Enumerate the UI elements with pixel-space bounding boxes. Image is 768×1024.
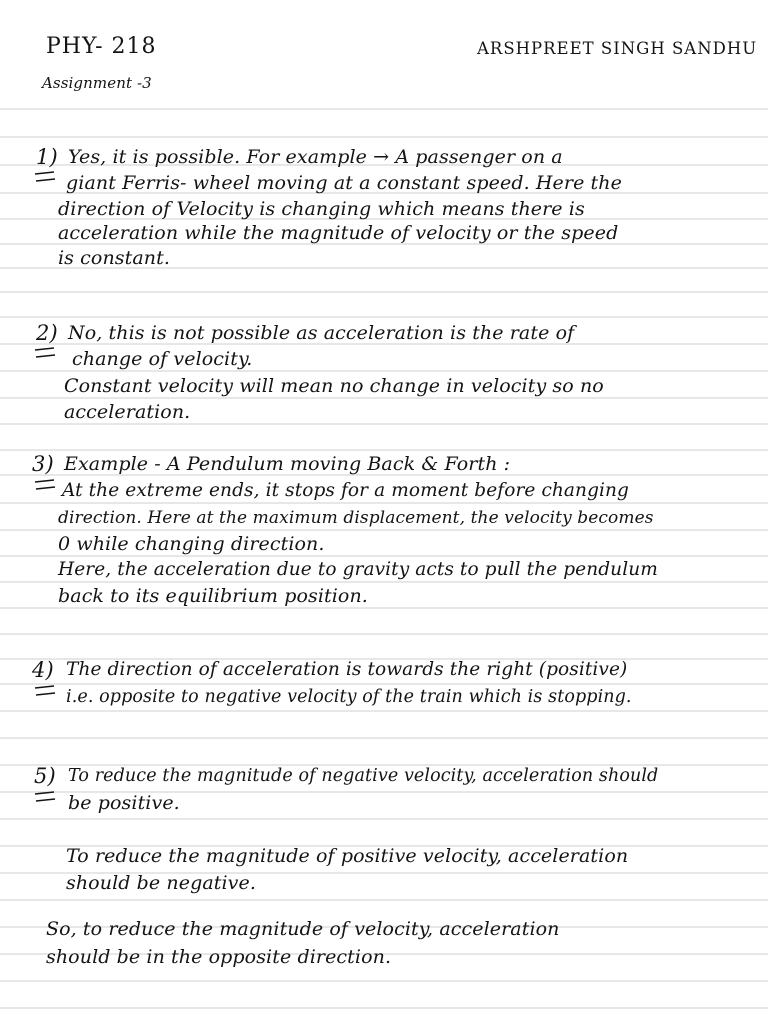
answer-1-line-2: giant Ferris- wheel moving at a constant speed. Here the — [66, 172, 622, 194]
answer-2-line-3: Constant velocity will mean no change in velocity so no — [64, 375, 604, 397]
answer-2-line-4: acceleration. — [64, 401, 191, 423]
double-underline-mark — [34, 790, 56, 804]
answer-1-line-1: Yes, it is possible. For example → A passenger on a — [68, 146, 563, 168]
answer-3-line-2: At the extreme ends, it stops for a moment before changing — [62, 480, 629, 501]
answer-3-line-6: back to its equilibrium position. — [58, 585, 368, 607]
answer-1-number: 1) — [36, 145, 58, 169]
answer-1-line-4: acceleration while the magnitude of velocity or the speed — [58, 222, 619, 244]
double-underline-mark — [34, 684, 56, 698]
answer-3-line-5: Here, the acceleration due to gravity acts to pull the pendulum — [58, 559, 658, 580]
answer-3-number: 3) — [32, 452, 54, 476]
answer-4-line-1: The direction of acceleration is towards the right (positive) — [66, 659, 628, 680]
answer-2-number: 2) — [36, 321, 58, 345]
answer-4-number: 4) — [32, 658, 54, 682]
student-name: ARSHPREET SINGH SANDHU — [477, 39, 758, 58]
double-underline-mark — [34, 346, 56, 360]
answer-5-line-3: To reduce the magnitude of positive velocity, acceleration — [66, 845, 629, 867]
double-underline-mark — [34, 478, 56, 492]
answer-3-line-4: 0 while changing direction. — [58, 533, 325, 555]
answer-5-line-5: So, to reduce the magnitude of velocity, acceleration — [46, 918, 560, 940]
double-underline-mark — [34, 170, 56, 184]
answer-5-line-2: be positive. — [68, 792, 180, 814]
answer-4-line-2: i.e. opposite to negative velocity of the train which is stopping. — [66, 687, 632, 707]
assignment-title: Assignment -3 — [42, 74, 152, 92]
answer-5-line-4: should be negative. — [66, 872, 256, 894]
answer-1-line-5: is constant. — [58, 247, 171, 269]
answer-5-number: 5) — [34, 764, 56, 788]
answer-2-line-1: No, this is not possible as acceleration is the rate of — [68, 322, 575, 344]
answer-3-line-1: Example - A Pendulum moving Back & Forth : — [64, 453, 511, 475]
answer-2-line-2: change of velocity. — [72, 348, 253, 370]
answer-3-line-3: direction. Here at the maximum displacement, the velocity becomes — [58, 508, 654, 528]
course-code: PHY- 218 — [46, 34, 157, 59]
answer-1-line-3: direction of Velocity is changing which means there is — [58, 198, 585, 220]
answer-5-line-1: To reduce the magnitude of negative velocity, acceleration should — [68, 766, 659, 786]
answer-5-line-6: should be in the opposite direction. — [46, 946, 392, 968]
